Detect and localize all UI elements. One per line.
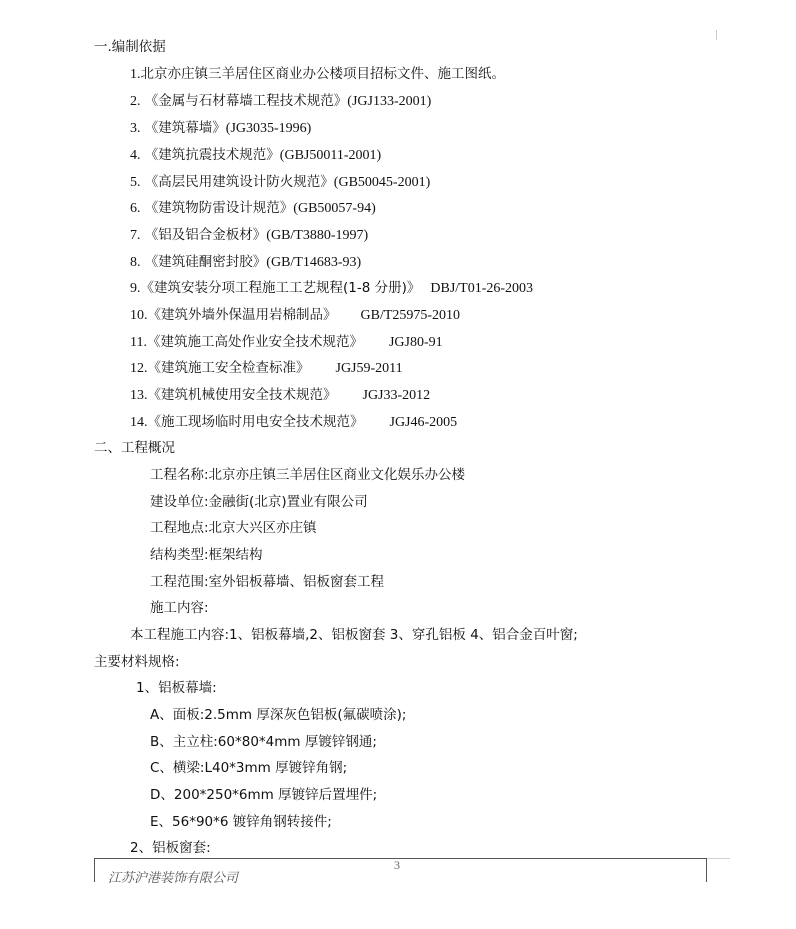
material-group-title: 1、铝板幕墙: [136,680,217,696]
project-name: 工程名称:北京亦庄镇三羊居住区商业文化娱乐办公楼 [150,467,466,483]
list-item: 13.《建筑机械使用安全技术规范》 JGJ33-2012 [130,387,431,403]
list-item: 10.《建筑外墙外保温用岩棉制品》 GB/T25975-2010 [130,307,461,323]
material-item: E、56*90*6 镀锌角钢转接件; [150,814,332,830]
material-item: D、200*250*6mm 厚镀锌后置埋件; [150,787,378,803]
material-item: C、横梁:L40*3mm 厚镀锌角钢; [150,760,348,776]
project-scope: 工程范围:室外铝板幕墙、铝板窗套工程 [150,574,385,590]
construction-content: 本工程施工内容:1、铝板幕墙,2、铝板窗套 3、穿孔铝板 4、铝合金百叶窗; [130,627,578,643]
list-item: 1.北京亦庄镇三羊居住区商业办公楼项目招标文件、施工图纸。 [130,66,505,82]
client: 建设单位:金融街(北京)置业有限公司 [150,494,368,510]
list-item: 7. 《铝及铝合金板材》(GB/T3880-1997) [130,227,369,243]
list-item: 11.《建筑施工高处作业安全技术规范》 JGJ80-91 [130,334,443,350]
list-item: 9.《建筑安装分项工程施工工艺规程(1-8 分册)》 DBJ/T01-26-2003 [130,280,534,296]
list-item: 3. 《建筑幕墙》(JG3035-1996) [130,120,312,136]
page-number: 3 [394,858,400,872]
footer-right-border [706,858,707,882]
materials-heading: 主要材料规格: [94,654,180,670]
footer-company: 江苏沪港装饰有限公司 [108,871,239,886]
list-item: 6. 《建筑物防雷设计规范》(GB50057-94) [130,200,376,216]
material-item: A、面板:2.5mm 厚深灰色铝板(氟碳喷涂); [150,707,407,723]
location: 工程地点:北京大兴区亦庄镇 [150,520,317,536]
list-item: 8. 《建筑硅酮密封胶》(GB/T14683-93) [130,254,362,270]
list-item: 5. 《高层民用建筑设计防火规范》(GB50045-2001) [130,174,431,190]
list-item: 14.《施工现场临时用电安全技术规范》 JGJ46-2005 [130,414,458,430]
list-item: 12.《建筑施工安全检查标准》 JGJ59-2011 [130,360,403,376]
section2-heading: 二、工程概况 [94,440,175,456]
structure-type: 结构类型:框架结构 [150,547,263,563]
footer-rule [94,858,706,859]
content-label: 施工内容: [150,600,209,616]
section1-heading: 一.编制依据 [94,39,166,55]
footer-rule-extension [706,858,730,859]
list-item: 2. 《金属与石材幕墙工程技术规范》(JGJ133-2001) [130,93,432,109]
footer-left-border [94,858,95,882]
material-item: B、主立柱:60*80*4mm 厚镀锌钢通; [150,734,377,750]
list-item: 4. 《建筑抗震技术规范》(GBJ50011-2001) [130,147,382,163]
crop-mark-top-left [80,30,90,40]
material-group-title: 2、铝板窗套: [130,840,211,856]
crop-mark-top-right [716,30,726,40]
